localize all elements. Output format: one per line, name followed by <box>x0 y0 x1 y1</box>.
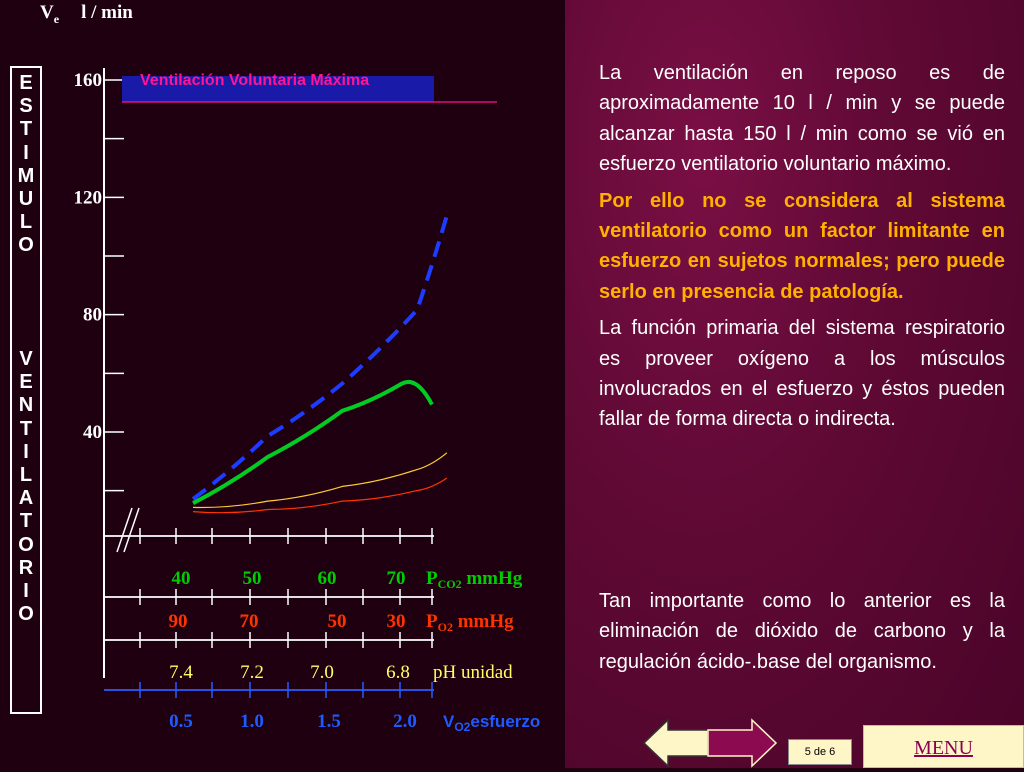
estimulo-letter: T <box>19 118 33 141</box>
reference-line-group <box>122 72 497 102</box>
x-tick-label: 60 <box>317 568 337 589</box>
x-tick-label: 7.4 <box>169 662 193 683</box>
ventilatorio-letter: O <box>18 533 34 556</box>
ventilatorio-letter: N <box>18 394 34 417</box>
y-tick-label: 40 <box>83 422 102 443</box>
x-axis-name-main: pH unidad <box>433 662 513 683</box>
menu-button[interactable] <box>863 725 1024 768</box>
paragraph-primary-function: La función primaria del sistema respiratorio es proveer oxígeno a los músculos involucrados en el esfuerzo y éstos pueden fallar de forma directa o indirecta. <box>599 317 1005 431</box>
x-axes <box>104 508 540 734</box>
x-axis-name-main: P <box>426 568 438 589</box>
ventilatorio-letter: A <box>18 487 34 510</box>
estimulo-letter: E <box>19 72 33 94</box>
series-lines <box>193 216 447 513</box>
ventilatorio-letter: V <box>19 348 33 370</box>
paragraph-co2-elimination: Tan importante como lo anterior es la eliminación de dióxido de carbono y la regulación ácido-.base del organismo. <box>599 590 1005 673</box>
estimulo-letter: M <box>17 164 35 187</box>
ventilatorio-letter: I <box>23 580 29 603</box>
series-line <box>193 216 447 500</box>
axis-break-mark <box>117 508 132 552</box>
x-tick-label: 90 <box>168 611 188 632</box>
x-tick-label: 70 <box>386 568 406 589</box>
ventilatorio-letter: T <box>19 417 33 440</box>
prev-arrow-icon[interactable] <box>644 720 708 766</box>
y-axis-symbol: V <box>40 2 54 23</box>
explanation-text <box>599 58 1005 441</box>
x-tick-label: 7.2 <box>240 662 264 683</box>
x-axis-name <box>433 662 513 683</box>
x-axis-name-unit: mmHg <box>461 568 523 589</box>
menu-button-label: MENU <box>914 737 973 759</box>
x-tick-label: 0.5 <box>169 711 193 732</box>
x-axis-name-subscript: O2 <box>454 720 471 734</box>
ventilatorio-letter: T <box>19 510 33 533</box>
x-axis-name-subscript: CO2 <box>437 577 462 591</box>
x-axis-name-unit: esfuerzo <box>470 712 541 731</box>
estimulo-letter: O <box>18 234 34 257</box>
x-tick-label: 1.5 <box>317 711 341 732</box>
ventilatorio-letter: L <box>19 464 33 487</box>
x-axis-name <box>426 611 514 634</box>
navigation-arrows <box>642 718 778 768</box>
page-indicator: 5 de 6 <box>788 739 852 765</box>
x-axis-name-main: V <box>443 712 455 731</box>
y-axis-subscript: e <box>53 11 60 26</box>
ventilatorio-letter: E <box>19 371 33 394</box>
x-tick-label: 6.8 <box>386 662 410 683</box>
axis-break-mark <box>124 508 139 552</box>
reference-line-label: Ventilación Voluntaria Máxima <box>140 72 370 89</box>
x-tick-label: 1.0 <box>240 711 264 732</box>
y-tick-label: 160 <box>73 70 102 91</box>
y-tick-label: 120 <box>73 187 102 209</box>
x-tick-label: 50 <box>242 568 262 589</box>
paragraph-conclusion: Por ello no se considera al sistema ventilatorio como un factor limitante en esfuerzo en sujetos normales; pero puede serlo en presencia de patología. <box>599 189 1005 303</box>
paragraph-rest-ventilation: La ventilación en reposo es de aproximadamente 10 l / min y se puede alcanzar hasta 150 l / min como se vió en esfuerzo ventilatorio voluntario máximo. <box>599 62 1005 176</box>
y-tick-label: 80 <box>83 304 102 326</box>
x-tick-label: 70 <box>239 611 259 632</box>
ventilatorio-letter: I <box>23 440 29 463</box>
estimulo-letter: I <box>23 141 29 164</box>
x-axis-name <box>443 712 540 734</box>
x-axis-name <box>426 568 523 591</box>
x-tick-label: 30 <box>386 611 406 632</box>
series-line <box>193 382 432 503</box>
x-tick-label: 50 <box>327 611 347 632</box>
x-axis-name-unit: mmHg <box>452 611 514 632</box>
x-axis-name-subscript: O2 <box>437 620 453 634</box>
estimulo-letter: S <box>19 95 33 118</box>
ventilatorio-letter: O <box>18 603 34 626</box>
x-tick-label: 2.0 <box>393 711 417 732</box>
estimulo-letter: L <box>19 211 33 234</box>
ventilatorio-letter: R <box>18 556 34 579</box>
y-axis-unit: l / min <box>81 2 133 23</box>
estimulo-letter: U <box>18 188 34 211</box>
x-tick-label: 40 <box>171 568 191 589</box>
next-arrow-icon[interactable] <box>708 720 776 766</box>
x-tick-label: 7.0 <box>310 662 334 683</box>
y-axis <box>74 68 125 678</box>
x-axis-name-main: P <box>426 611 438 632</box>
